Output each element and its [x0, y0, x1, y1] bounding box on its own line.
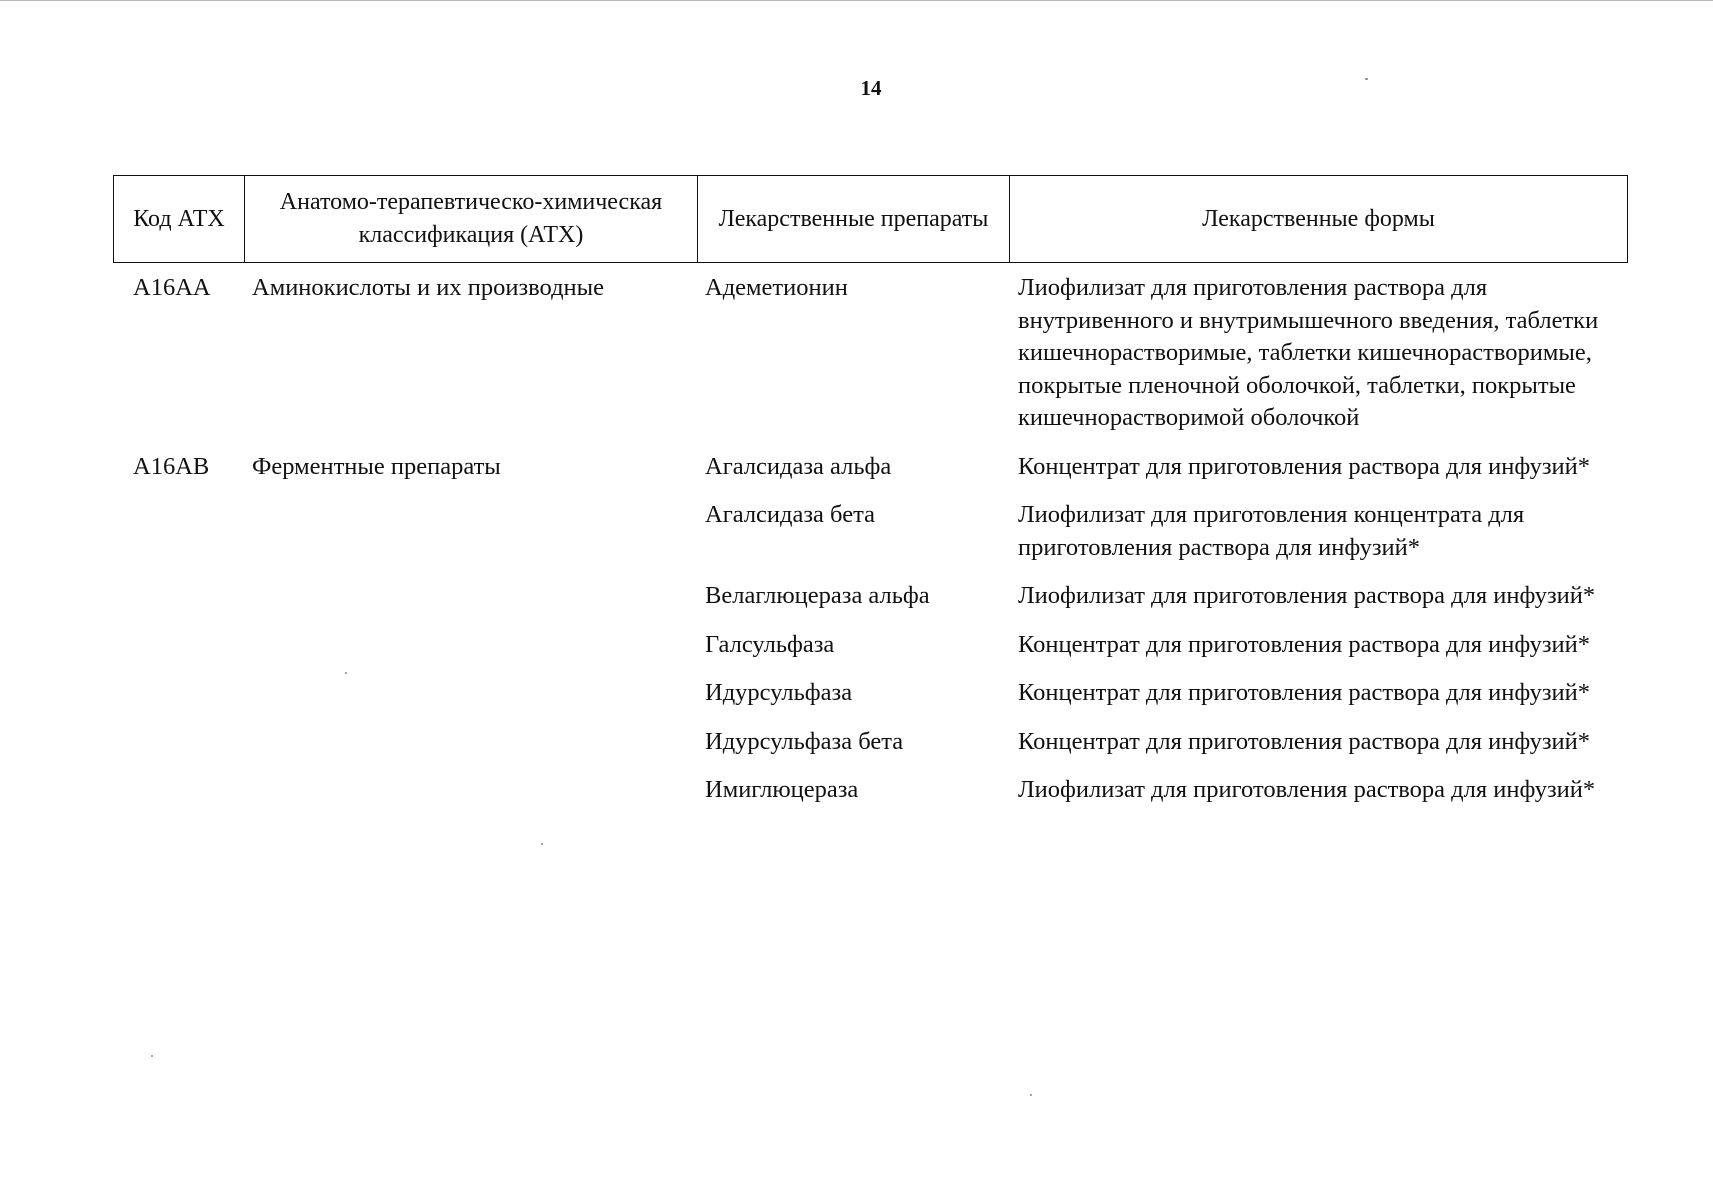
dosage-form-cell: Лиофилизат для приготовления раствора для внутривенного и внутримышечного введения, таблетки кишечнорастворимые, таблетки кишечнорастворимые, покрытые пленочной оболочкой, таблетки, покрытые кишечнорастворимой оболочкой: [1018, 274, 1599, 431]
header-dosage-forms: Лекарственные формы: [1010, 176, 1628, 263]
header-drugs: Лекарственные препараты: [698, 176, 1010, 263]
classification-cell: Ферментные препараты: [252, 452, 501, 480]
table-body: [113, 272, 1627, 823]
scan-speck: [541, 843, 543, 845]
table-row: [113, 677, 1627, 726]
classification-cell: [244, 580, 697, 629]
dosage-form-cell: Концентрат для приготовления раствора для инфузий*: [1018, 679, 1591, 706]
atc-code-cell: [113, 629, 244, 678]
dosage-form-cell: Лиофилизат для приготовления раствора для инфузий*: [1018, 776, 1596, 803]
header-atc-classification: Анатомо-терапевтическо-химическая классификация (АТХ): [245, 176, 698, 263]
atc-code-cell: A16AA: [133, 274, 211, 301]
table-row: [113, 451, 1627, 500]
header-atc-code: Код АТХ: [114, 176, 245, 263]
drug-cell: Галсульфаза: [705, 630, 835, 658]
atc-code-cell: [113, 580, 244, 629]
scan-speck: [1030, 1094, 1032, 1096]
dosage-form-cell: Лиофилизат для приготовления раствора для инфузий*: [1018, 582, 1596, 609]
scan-top-edge: [0, 0, 1713, 1]
drug-cell: Агалсидаза бета: [705, 501, 875, 528]
table-row: [113, 774, 1627, 823]
dosage-form-cell: Концентрат для приготовления раствора для инфузий*: [1018, 452, 1591, 480]
drug-cell: Адеметионин: [705, 274, 848, 301]
classification-cell: [244, 499, 697, 580]
drug-cell: Агалсидаза альфа: [705, 452, 892, 480]
header-row: [114, 176, 1628, 263]
classification-cell: Аминокислоты и их производные: [252, 274, 604, 301]
table-row: [113, 580, 1627, 629]
drug-cell: Велаглюцераза альфа: [705, 582, 930, 609]
drug-cell: Имиглюцераза: [705, 776, 859, 803]
classification-cell: [244, 774, 697, 823]
table-row: [113, 629, 1627, 678]
table-row: [113, 499, 1627, 580]
scan-speck: [1365, 78, 1368, 80]
scan-speck: [345, 672, 347, 674]
classification-cell: [244, 677, 697, 726]
drug-cell: Идурсульфаза бета: [705, 727, 904, 755]
atc-code-cell: A16AB: [133, 452, 210, 480]
classification-cell: [244, 726, 697, 775]
table-row: [113, 726, 1627, 775]
atc-code-cell: [113, 499, 244, 580]
classification-cell: [244, 629, 697, 678]
atc-code-cell: [113, 726, 244, 775]
dosage-form-cell: Концентрат для приготовления раствора для инфузий*: [1018, 630, 1591, 658]
page-number: 14: [860, 76, 882, 100]
scan-speck: [151, 1055, 153, 1057]
drug-cell: Идурсульфаза: [705, 679, 853, 706]
table-header: [113, 175, 1628, 263]
table-row: [113, 272, 1627, 451]
atc-code-cell: [113, 677, 244, 726]
dosage-form-cell: Лиофилизат для приготовления концентрата для приготовления раствора для инфузий*: [1018, 501, 1525, 561]
atc-code-cell: [113, 774, 244, 823]
dosage-form-cell: Концентрат для приготовления раствора для инфузий*: [1018, 727, 1591, 755]
